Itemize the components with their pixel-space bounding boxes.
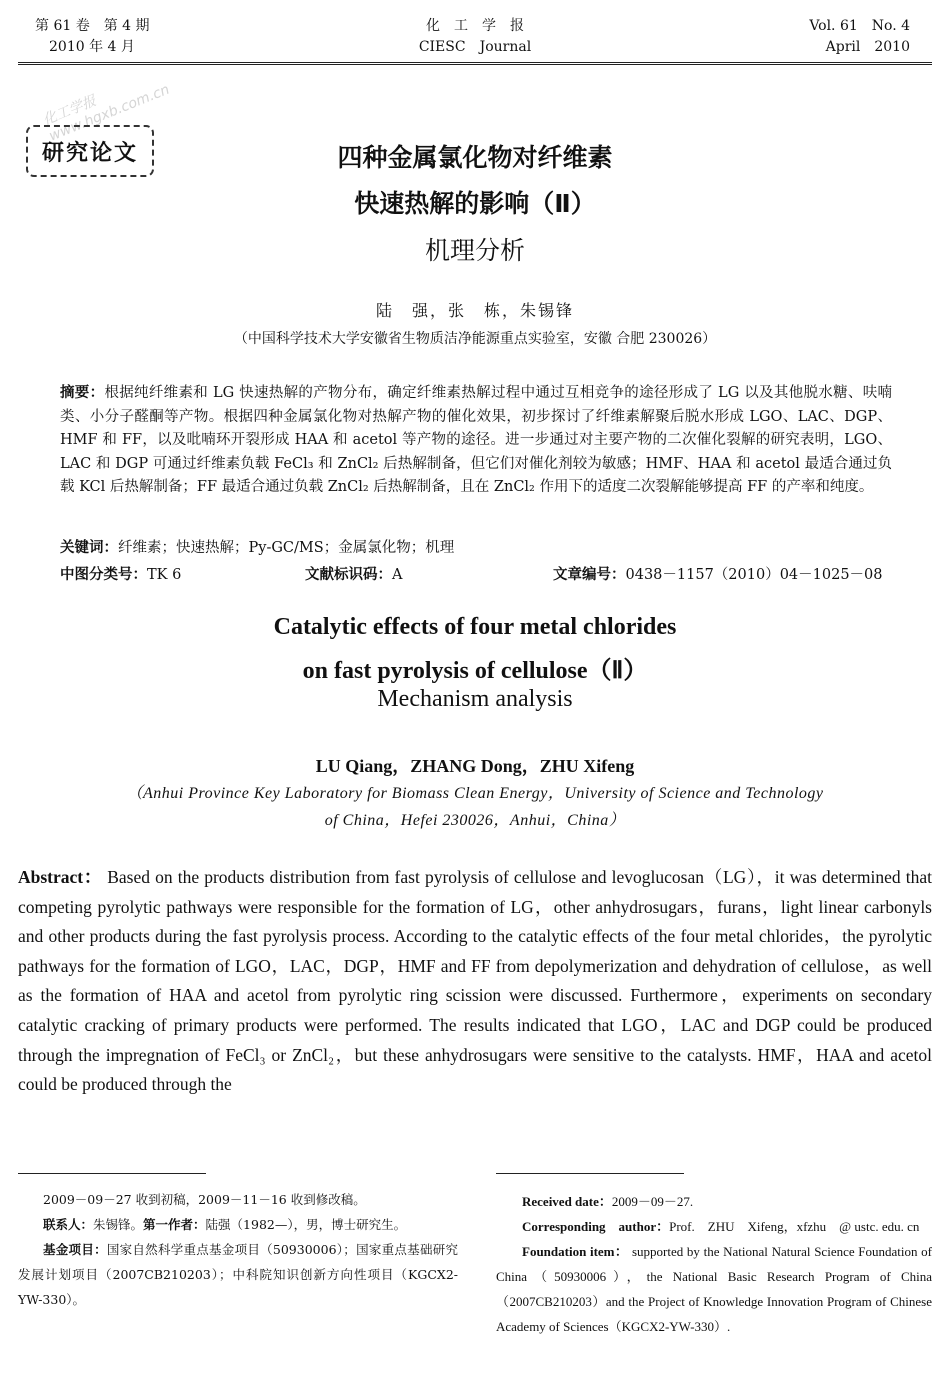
corresponding-en-label: Corresponding author： <box>522 1219 670 1234</box>
footnote-rule-right <box>496 1173 684 1174</box>
first-author-value: 陆强（1982—），男，博士研究生。 <box>205 1217 407 1232</box>
title-en-line1: Catalytic effects of four metal chlorides <box>273 614 677 640</box>
footnote-cn <box>18 1187 458 1312</box>
affiliation-en-line2: of China，Hefei 230026，Anhui，China） <box>324 812 626 829</box>
title-cn-line3: 机理分析 <box>424 236 525 265</box>
contact-cn <box>18 1212 458 1237</box>
header-rule <box>18 62 932 63</box>
article-number-value: 0438－1157（2010）04－1025－08 <box>625 567 883 583</box>
fund-en-label: Foundation item： <box>522 1244 629 1259</box>
clc-value: TK 6 <box>147 567 182 583</box>
footnote-en <box>496 1189 932 1339</box>
contact-cn-value: 朱锡锋。 <box>93 1217 144 1232</box>
footnote-rule-left <box>18 1173 206 1174</box>
contact-cn-label: 联系人： <box>43 1217 94 1232</box>
doc-code-label: 文献标识码： <box>305 567 392 583</box>
journal-volume-en <box>809 16 910 58</box>
volume-en-text: Vol. 61 No. 4 <box>809 18 910 34</box>
title-cn-line1: 四种金属氯化物对纤维素 <box>337 143 613 172</box>
received-en-value: 2009－09－27. <box>611 1194 694 1209</box>
article-number-label: 文章编号： <box>553 567 626 583</box>
title-en-line3: Mechanism analysis <box>377 686 573 712</box>
first-author-label: 第一作者： <box>143 1217 206 1232</box>
affiliation-en-line1: （Anhui Province Key Laboratory for Biomass Clean Energy，University of Science and Technology <box>126 785 824 802</box>
fund-cn <box>18 1237 458 1312</box>
journal-name-en: CIESC Journal <box>418 39 532 55</box>
authors-en: LU Qiang，ZHANG Dong，ZHU Xifeng <box>315 756 635 776</box>
date-en-text: April 2010 <box>825 39 910 55</box>
journal-watermark: 化工学报 www.hgxb.com.cn <box>40 81 172 145</box>
keywords-cn <box>60 537 892 561</box>
corresponding-en <box>496 1214 932 1239</box>
fund-en-value: supported by the National Natural Science Foundation of China（50930006），the National Basic Research Program of China（2007CB210203）and the Project of Knowledge Innovation Program of Chinese Academy of Sciences（KGCX2-YW-330）. <box>496 1244 933 1334</box>
received-en-label: Received date： <box>522 1194 612 1209</box>
volume-issue-text: 第 61 卷 第 4 期 <box>35 18 150 34</box>
journal-name-cn: 化 工 学 报 <box>426 18 524 34</box>
corresponding-en-value: Prof. ZHU Xifeng，xfzhu @ ustc. edu. cn <box>669 1219 920 1234</box>
keywords-cn-label: 关键词： <box>60 540 118 556</box>
issue-date-text: 2010 年 4 月 <box>49 39 135 55</box>
affiliation-cn: （中国科学技术大学安徽省生物质洁净能源重点实验室，安徽 合肥 230026） <box>233 331 717 347</box>
authors-cn: 陆 强，张 栋，朱锡锋 <box>375 301 574 320</box>
received-en <box>496 1189 932 1214</box>
abstract-en-text: Based on the products distribution from fast pyrolysis of cellulose and levoglucosan（LG），it was determined that competing pyrolytic pathways were responsible for the formation of LG，other anhydrosugars，furans，light linear carbonyls and other products during the fast pyrolysis process. According to the catalytic effects of the four metal chlorides，the pyrolytic pathways for the formation of LGO，LAC，DGP，HMF and FF from depolymerization and dehydration of cellulose，as well as the formation of HAA and acetol from pyrolytic ring scission were discussed. Furthermore，experiments on secondary catalytic cracking of primary products were performed. The results indicated that LGO，LAC and DGP could be produced through the impregnation of FeCl₃ or ZnCl₂，but these anhydrosugars were sensitive to the catalysts. HMF，HAA and acetol could be produced through the <box>18 867 932 1095</box>
clc-number <box>60 563 181 584</box>
abstract-en-label: Abstract： <box>18 867 103 887</box>
title-en-line2: on fast pyrolysis of cellulose（Ⅱ） <box>302 658 648 684</box>
fund-cn-value: 国家自然科学重点基金项目（50930006）；国家重点基础研究发展计划项目（2007CB210203）；中科院知识创新方向性项目（KGCX2-YW-330）。 <box>18 1242 458 1307</box>
title-cn-line2: 快速热解的影响（Ⅱ） <box>354 189 596 218</box>
fund-cn-label: 基金项目： <box>43 1242 107 1257</box>
abstract-cn-label: 摘要： <box>60 385 105 401</box>
affiliation-en <box>90 780 860 834</box>
section-badge-label: 研究论文 <box>41 140 138 166</box>
clc-label: 中图分类号： <box>60 567 147 583</box>
fund-en <box>496 1239 932 1339</box>
article-number <box>553 563 883 584</box>
document-code <box>305 563 402 584</box>
abstract-cn-text: 根据纯纤维素和 LG 快速热解的产物分布，确定纤维素热解过程中通过互相竞争的途径形成了 LG 以及其他脱水糖、呋喃类、小分子醛酮等产物。根据四种金属氯化物对热解产物的催化效果，初步探讨了纤维素解聚后脱水形成 LGO、LAC、DGP、HMF 和 FF，以及吡喃环开裂形成 HAA 和 acetol 等产物的途径。进一步通过对主要产物的二次催化裂解的研究表明，LGO、LAC 和 DGP 可通过纤维素负载 FeCl₃ 和 ZnCl₂ 后热解制备，但它们对催化剂较为敏感；HMF、HAA 和 acetol 最适合通过负载 KCl 后热解制备；FF 最适合通过负载 ZnCl₂ 后热解制备，且在 ZnCl₂ 作用下的适度二次裂解能够提高 FF 的产率和纯度。 <box>60 385 892 495</box>
keywords-cn-text: 纤维素；快速热解；Py-GC/MS；金属氯化物；机理 <box>118 540 455 556</box>
abstract-cn <box>60 382 892 500</box>
received-cn: 2009－09－27 收到初稿，2009－11－16 收到修改稿。 <box>43 1192 366 1207</box>
journal-name <box>0 16 950 58</box>
abstract-en <box>18 863 932 1100</box>
doc-code-value: A <box>392 567 403 583</box>
